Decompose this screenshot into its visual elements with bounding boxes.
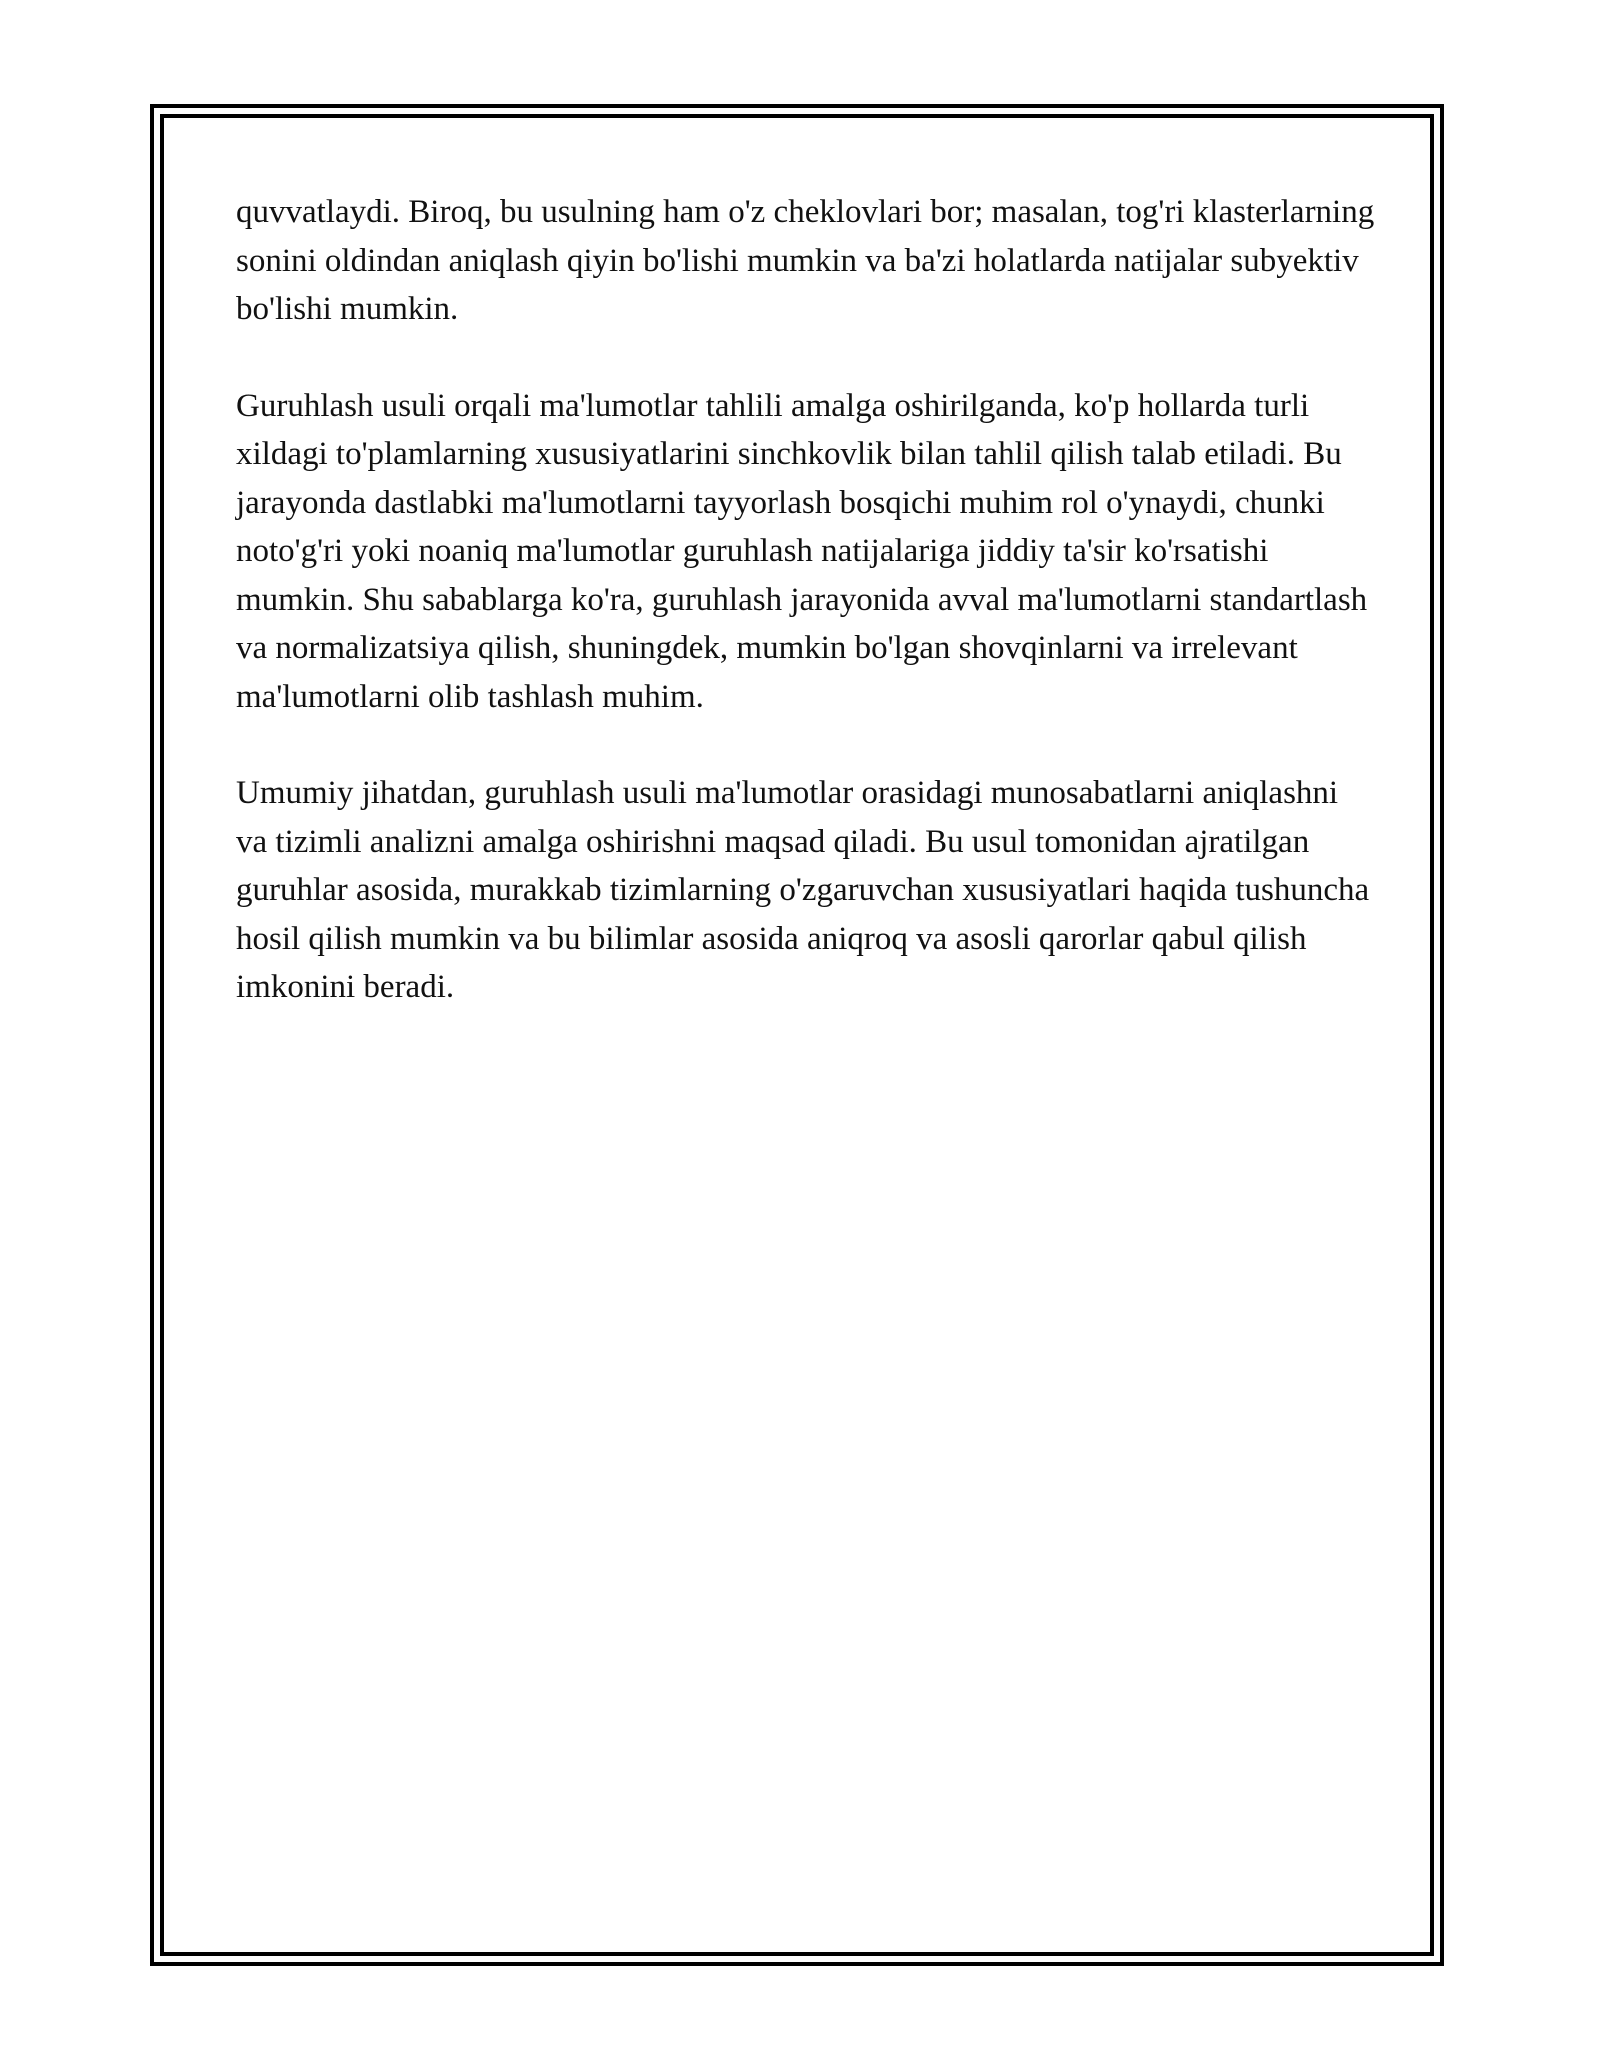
document-body — [236, 188, 1376, 1060]
paragraph-1: quvvatlaydi. Biroq, bu usulning ham o'z cheklovlari bor; masalan, tog'ri klasterlarning sonini oldindan aniqlash qiyin bo'lishi mumkin va ba'zi holatlarda natijalar subyektiv bo'lishi mumkin. — [236, 194, 1375, 327]
paragraph-2: Guruhlash usuli orqali ma'lumotlar tahlili amalga oshirilganda, ko'p hollarda turli xildagi to'plamlarning xususiyatlarini sinchkovlik bilan tahlil qilish talab etiladi. Bu jarayonda dastlabki ma'lumotlarni tayyorlash bosqichi muhim rol o'ynaydi, chunki noto'g'ri yoki noaniq ma'lumotlar guruhlash natijalariga jiddiy ta'sir ko'rsatishi mumkin. Shu sabablarga ko'ra, guruhlash jarayonida avval ma'lumotlarni standartlash va normalizatsiya qilish, shuningdek, mumkin bo'lgan shovqinlarni va irrelevant ma'lumotlarni olib tashlash muhim. — [236, 387, 1368, 715]
paragraph-3: Umumiy jihatdan, guruhlash usuli ma'lumotlar orasidagi munosabatlarni aniqlashni va tizimli analizni amalga oshirishni maqsad qiladi. Bu usul tomonidan ajratilgan guruhlar asosida, murakkab tizimlarning o'zgaruvchan xususiyatlari haqida tushuncha hosil qilish mumkin va bu bilimlar asosida aniqroq va asosli qarorlar qabul qilish imkonini beradi. — [236, 775, 1370, 1005]
